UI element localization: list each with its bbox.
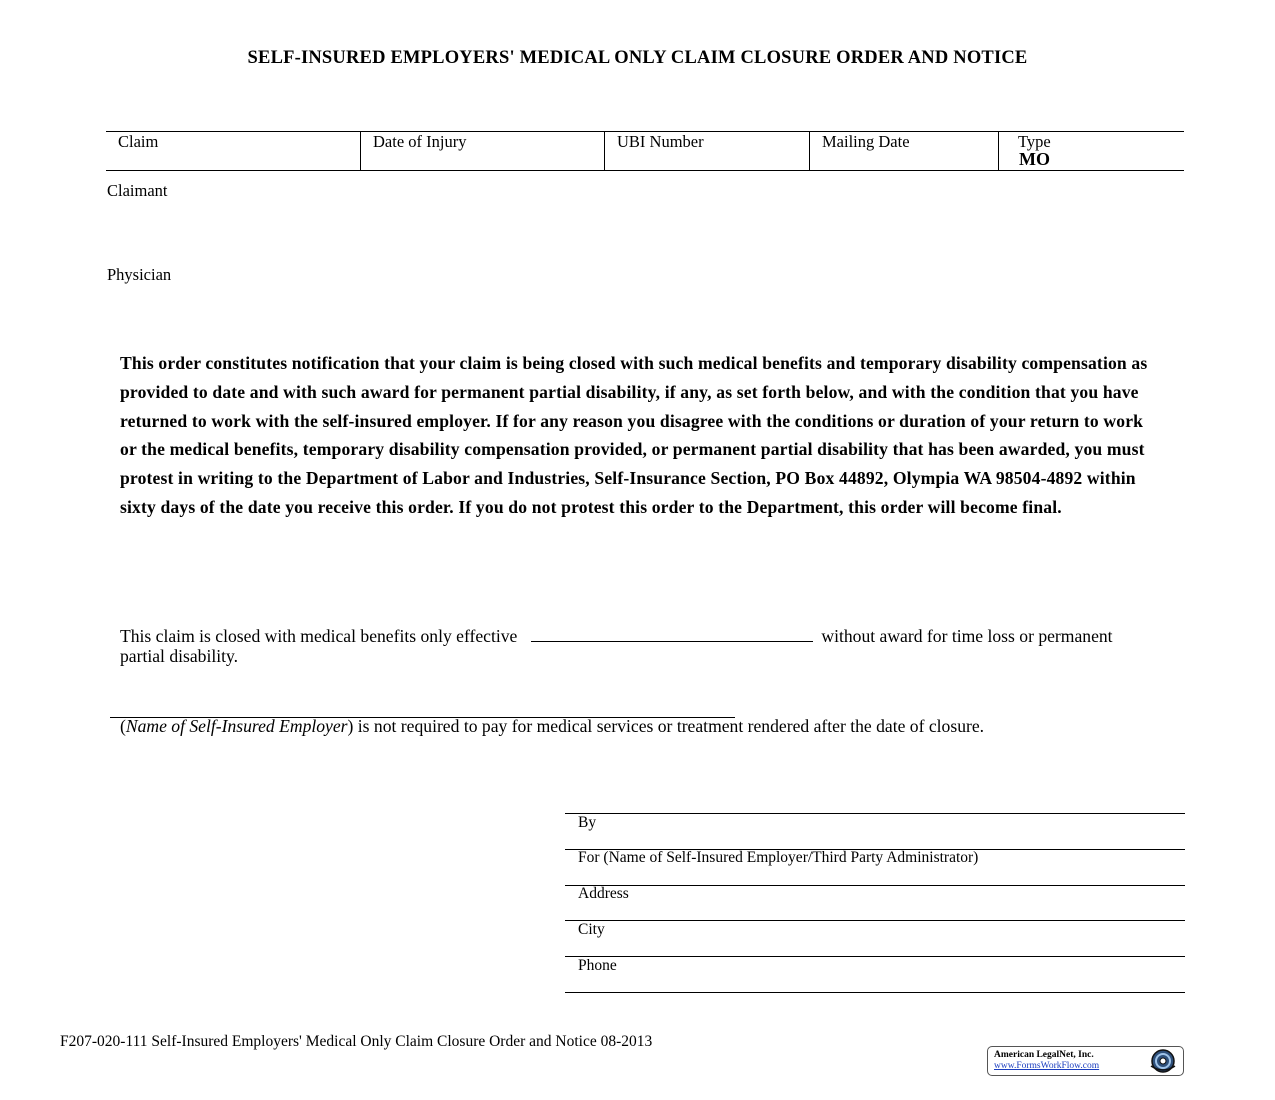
closure-text-before: This claim is closed with medical benefits only effective	[120, 626, 518, 646]
phone-bottom-line	[565, 992, 1185, 993]
effective-date-blank[interactable]	[531, 627, 813, 642]
city-line[interactable]	[565, 920, 1185, 921]
address-label: Address	[578, 885, 629, 902]
employer-statement-text: is not required to pay for medical services or treatment rendered after the date of closure.	[353, 716, 985, 736]
ubi-number-cell[interactable]	[605, 132, 809, 170]
phone-line[interactable]	[565, 956, 1185, 957]
mailing-date-cell[interactable]	[810, 132, 998, 170]
logo-company-name: American LegalNet, Inc.	[994, 1050, 1094, 1060]
physician-label: Physician	[107, 265, 172, 284]
signature-line[interactable]	[565, 813, 1185, 814]
claim-info-table	[106, 131, 1184, 171]
date-of-injury-cell[interactable]	[361, 132, 604, 170]
by-label: By	[578, 814, 597, 831]
phone-label: Phone	[578, 957, 617, 974]
globe-icon	[1145, 1048, 1181, 1074]
for-label: For (Name of Self-Insured Employer/Third Party Administrator)	[578, 849, 979, 866]
claim-cell[interactable]	[106, 132, 360, 170]
type-cell	[999, 132, 1184, 170]
notice-paragraph: This order constitutes notification that your claim is being closed with such medical benefits and temporary disability compensation as provided to date and with such award for permanent partial disability, if any, as set forth below, and with the condition that you have returned to work with the self-insured employer. If for any reason you disagree with the conditions or duration of your return to work or the medical benefits, temporary disability compensation provided, or permanent partial disability that has been awarded, you must protest in writing to the Department of Labor and Industries, Self-Insurance Section, PO Box 44892, Olympia WA 98504-4892 within sixty days of the date you receive this order. If you do not protest this order to the Department, this order will become final.	[120, 353, 1148, 517]
city-label: City	[578, 921, 605, 938]
employer-statement: (Name of Self-Insured Employer) is not required to pay for medical services or treatment rendered after the date of closure.	[120, 716, 985, 736]
claim-label: Claim	[118, 132, 159, 151]
closure-text-after: without award for time loss or permanent partial disability.	[120, 626, 1113, 666]
employer-name-placeholder: Name of Self-Insured Employer	[125, 716, 348, 736]
type-label: Type	[1018, 132, 1051, 151]
address-line[interactable]	[565, 885, 1185, 886]
form-footer: F207-020-111 Self-Insured Employers' Medical Only Claim Closure Order and Notice 08-2013	[60, 1033, 653, 1050]
closure-statement	[120, 626, 1160, 666]
logo-url-link[interactable]: www.FormsWorkFlow.com	[994, 1061, 1100, 1071]
ubi-number-label: UBI Number	[617, 132, 704, 151]
claimant-label: Claimant	[107, 181, 168, 200]
mailing-date-label: Mailing Date	[822, 132, 910, 151]
date-of-injury-label: Date of Injury	[373, 132, 467, 151]
type-value: MO	[1019, 149, 1050, 169]
form-title: SELF-INSURED EMPLOYERS' MEDICAL ONLY CLAIM CLOSURE ORDER AND NOTICE	[247, 48, 1028, 68]
vendor-logo[interactable]	[987, 1046, 1184, 1076]
